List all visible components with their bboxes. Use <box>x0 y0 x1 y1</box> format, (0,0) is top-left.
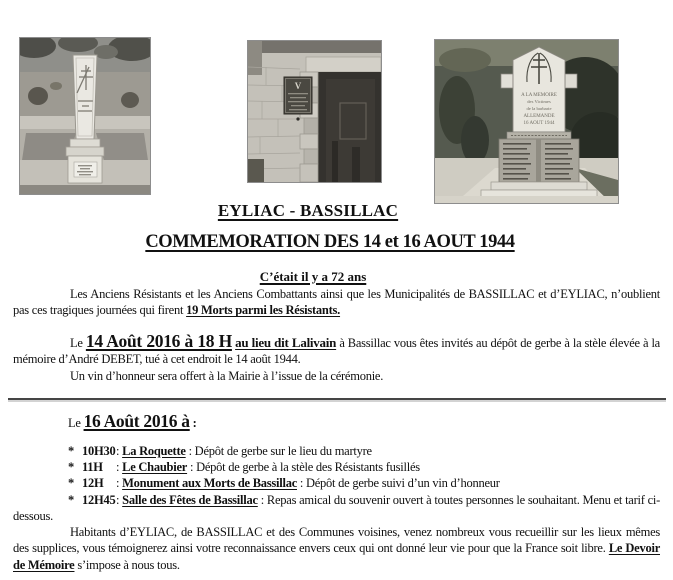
item-place: Monument aux Morts de Bassillac <box>122 476 297 491</box>
bullet-asterisk: * <box>68 460 74 475</box>
tagline-text: C’était il y a 72 ans <box>259 269 367 284</box>
item-sep2: : <box>257 492 267 507</box>
inscription-line: des Victimes <box>527 99 551 104</box>
item-sep: : <box>116 492 123 507</box>
schedule-item <box>13 492 660 524</box>
item-sep: : <box>116 460 123 475</box>
august16-colon: : <box>189 416 197 430</box>
horizontal-rule <box>8 398 666 400</box>
august16-le: Le <box>68 416 84 430</box>
inscription-line: ALLEMANDE <box>523 114 555 119</box>
item-place: La Roquette <box>122 444 186 458</box>
page-subtitle-text: COMMEMORATION DES 14 et 16 AOUT 1944 <box>145 232 515 252</box>
item-sep: : <box>116 476 123 491</box>
schedule-item <box>13 459 660 475</box>
intro-section <box>13 286 660 319</box>
memorial-photo-stele <box>20 38 150 194</box>
closing-text1: Habitants d’EYLIAC, de BASSILLAC et des Communes voisines, venez nombreux vous recueillir sur les lieux mêmes des supplices, vous témoignerez ainsi votre reconnaissance envers ceux qui ont donné leur vie pour que la France soit libre. <box>13 525 660 556</box>
page-subtitle <box>0 232 660 253</box>
item-sep: : <box>116 444 123 458</box>
item-sep2: : <box>297 476 306 491</box>
item-place: Salle des Fêtes de Bassillac <box>122 492 258 507</box>
page-title <box>0 201 616 221</box>
inscription-line: de la barbarie <box>526 106 552 111</box>
closing-paragraph <box>13 524 660 573</box>
page-title-text: EYLIAC - BASSILLAC <box>217 201 399 220</box>
closing-emphasis: Le Devoir de Mémoire <box>13 541 660 572</box>
intro-emphasis: 19 Morts parmi les Résistants. <box>186 303 341 318</box>
august14-rest: à Bassillac vous êtes invités au dépôt de gerbe à la stèle élevée à la mémoire d’André DEBET, tué à cet endroit le 14 août 1944. <box>13 336 660 367</box>
monument-photo-graphic <box>435 40 618 203</box>
bullet-asterisk: * <box>68 492 74 507</box>
memorial-photo-monument <box>435 40 618 203</box>
intro-paragraph <box>13 286 660 319</box>
names-slab <box>499 139 579 182</box>
august14-section <box>13 333 660 384</box>
august14-date: 14 Août 2016 à 18 H <box>85 331 232 351</box>
august16-date: 16 Août 2016 à <box>83 411 190 431</box>
item-time: 10H30 <box>82 444 116 458</box>
schedule-item <box>13 443 660 459</box>
august14-paragraph <box>13 333 660 368</box>
inscription-line: 16 AOUT 1944 <box>523 121 555 126</box>
plaque-photo-graphic <box>248 41 381 182</box>
inscription-line: A LA MEMOIRE <box>521 93 557 98</box>
bullet-asterisk: * <box>68 444 74 458</box>
item-sep2: : <box>187 460 197 475</box>
intro-text: Les Anciens Résistants et les Anciens Combattants ainsi que les Municipalités de BASSILLAC et d’EYLIAC, n’oublient pas ces tragiques journées qui firent <box>13 287 660 318</box>
item-desc: Repas amical du souvenir ouvert à toutes personnes le souhaitant. Menu et tarif ci-dessous. <box>13 492 661 523</box>
plaque-v-letter: V <box>294 81 302 91</box>
memorial-photo-plaque <box>248 41 381 182</box>
item-time: 12H <box>82 476 104 491</box>
august14-place: au lieu dit Lalivain <box>235 335 337 350</box>
item-desc: Dépôt de gerbe suivi d’un vin d’honneur <box>305 476 500 491</box>
bullet-asterisk: * <box>68 476 74 491</box>
august16-heading <box>13 413 660 431</box>
item-desc: Dépôt de gerbe sur le lieu du martyre <box>194 444 372 458</box>
v-plaque <box>284 77 312 121</box>
schedule-item <box>13 475 660 491</box>
closing-section <box>13 524 660 573</box>
item-place: Le Chaubier <box>122 460 188 475</box>
tagline <box>0 269 626 285</box>
closing-text2: s’impose à nous tous. <box>74 557 180 572</box>
schedule-list <box>13 443 660 524</box>
stele-photo-graphic <box>20 38 150 194</box>
item-time: 11H <box>82 460 103 475</box>
item-desc: Dépôt de gerbe à la stèle des Résistants fusillés <box>196 460 420 475</box>
item-time: 12H45 <box>82 492 116 507</box>
august14-line2: Un vin d’honneur sera offert à la Mairie à l’issue de la cérémonie. <box>70 368 384 383</box>
item-sep2: : <box>185 444 195 458</box>
august14-le: Le <box>70 336 86 350</box>
